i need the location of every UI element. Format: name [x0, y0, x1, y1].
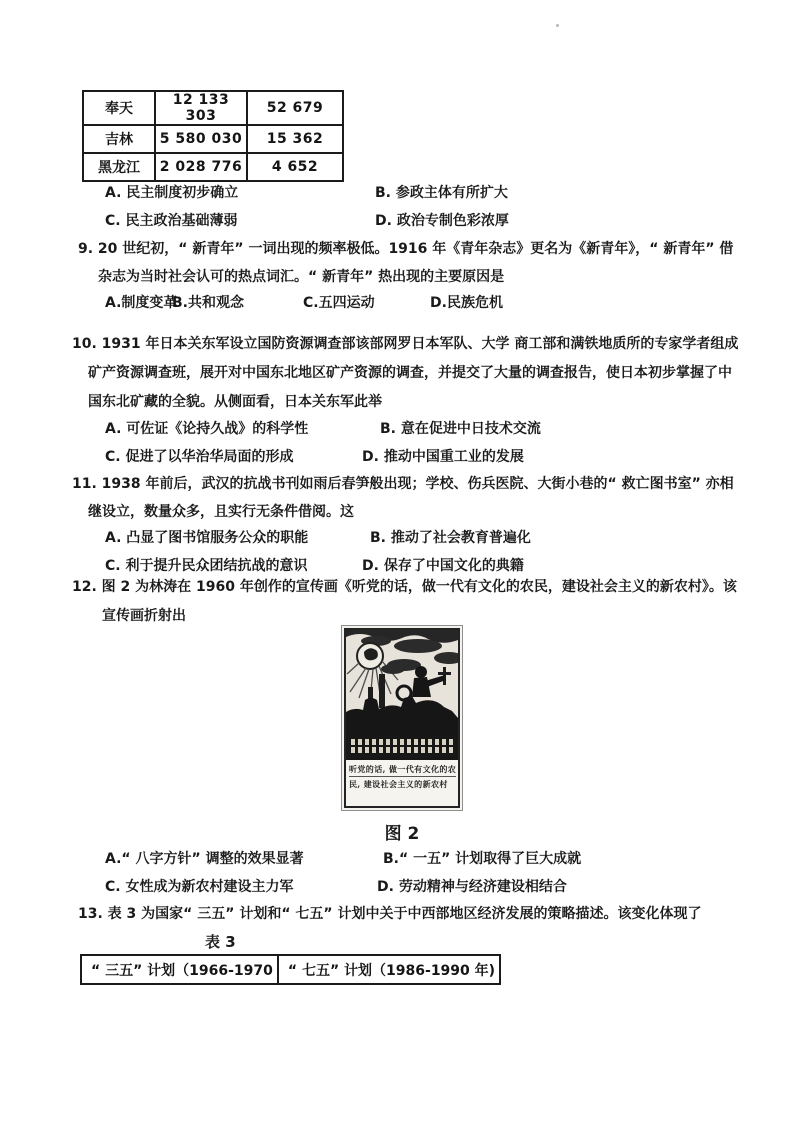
q8-option-a: A. 民主制度初步确立	[105, 185, 239, 201]
table-cell-province: 奉天	[83, 91, 155, 125]
poster-illustration	[346, 630, 458, 734]
table3-label: 表 3	[205, 933, 236, 951]
q11-option-b: B. 推动了社会教育普遍化	[370, 530, 531, 546]
table-row	[83, 153, 343, 181]
table-cell-province: 吉林	[83, 125, 155, 153]
q8-option-c: C. 民主政治基础薄弱	[105, 213, 238, 229]
poster-caption-line1: 听党的话, 做一代有文化的农	[349, 764, 457, 774]
q11-option-d: D. 保存了中国文化的典籍	[362, 558, 524, 574]
poster-frame	[344, 628, 460, 808]
q8-option-d: D. 政治专制色彩浓厚	[375, 213, 509, 229]
table-cell-value: 5 580 030	[155, 125, 247, 153]
table-cell-plan-35: “ 三五” 计划（1966-1970	[81, 955, 278, 984]
q10-text-line1: 10. 1931 年日本关东军设立国防资源调查部该部网罗日本军队、大学 商工部和满铁地质所的专家学者组成	[72, 336, 739, 352]
poster-caption	[346, 760, 458, 806]
q10-option-b: B. 意在促进中日技术交流	[380, 421, 541, 437]
table-cell-value: 2 028 776	[155, 153, 247, 181]
figure2-label: 图 2	[384, 824, 420, 844]
table-cell-value: 15 362	[247, 125, 343, 153]
poster-caption-line2: 民, 建设社会主义的新农村	[349, 776, 456, 791]
plan-comparison-table	[80, 954, 501, 985]
table-cell-value: 4 652	[247, 153, 343, 181]
table-row	[83, 91, 343, 125]
table-row	[81, 955, 500, 984]
table-cell-value: 52 679	[247, 91, 343, 125]
poster-slogan-band	[346, 734, 458, 760]
table-cell-province: 黑龙江	[83, 153, 155, 181]
q11-option-c: C. 利于提升民众团结抗战的意识	[105, 558, 308, 574]
q9-text-line1: 9. 20 世纪初，“ 新青年” 一词出现的频率极低。1916 年《青年杂志》更名为《新青年》，“ 新青年” 借	[78, 241, 734, 257]
q11-option-a: A. 凸显了图书馆服务公众的职能	[105, 530, 309, 546]
q12-option-a: A.“ 八字方针” 调整的效果显著	[105, 851, 304, 867]
figure2-poster	[341, 625, 463, 811]
q12-text-line1: 12. 图 2 为林涛在 1960 年创作的宣传画《听党的话，做一代有文化的农民，建设社会主义的新农村》。该	[72, 579, 737, 595]
q13-text-line1: 13. 表 3 为国家“ 三五” 计划和“ 七五” 计划中关于中西部地区经济发展的策略描述。该变化体现了	[78, 906, 702, 922]
population-statistics-table	[82, 90, 344, 182]
q9-option-a: A.制度变革	[105, 295, 178, 311]
q9-text-line2: 杂志为当时社会认可的热点词汇。“ 新青年” 热出现的主要原因是	[98, 269, 505, 285]
q11-text-line1: 11. 1938 年前后，武汉的抗战书刊如雨后春笋般出现；学校、伤兵医院、大街小巷的“ 救亡图书室” 亦相	[72, 476, 734, 492]
q9-option-d: D.民族危机	[430, 295, 503, 311]
q12-text-line2: 宣传画折射出	[102, 608, 186, 624]
q12-option-b: B.“ 一五” 计划取得了巨大成就	[383, 851, 582, 867]
table-cell-value: 12 133 303	[155, 91, 247, 125]
q10-option-a: A. 可佐证《论持久战》的科学性	[105, 421, 309, 437]
q9-option-b: B.共和观念	[172, 295, 244, 311]
q9-option-c: C.五四运动	[303, 295, 375, 311]
q8-option-b: B. 参政主体有所扩大	[375, 185, 508, 201]
q12-option-d: D. 劳动精神与经济建设相结合	[377, 879, 567, 895]
q10-option-d: D. 推动中国重工业的发展	[362, 449, 524, 465]
q12-option-c: C. 女性成为新农村建设主力军	[105, 879, 294, 895]
table-row	[83, 125, 343, 153]
table-cell-plan-75: “ 七五” 计划（1986-1990 年)	[278, 955, 500, 984]
q10-option-c: C. 促进了以华治华局面的形成	[105, 449, 294, 465]
q11-text-line2: 继设立，数量众多，且实行无条件借阅。这	[88, 504, 354, 520]
q10-text-line2: 矿产资源调查班，展开对中国东北地区矿产资源的调查，并提交了大量的调查报告，使日本初步掌握了中	[88, 365, 732, 381]
scan-speck	[556, 24, 559, 27]
q10-text-line3: 国东北矿藏的全貌。从侧面看，日本关东军此举	[88, 394, 382, 410]
